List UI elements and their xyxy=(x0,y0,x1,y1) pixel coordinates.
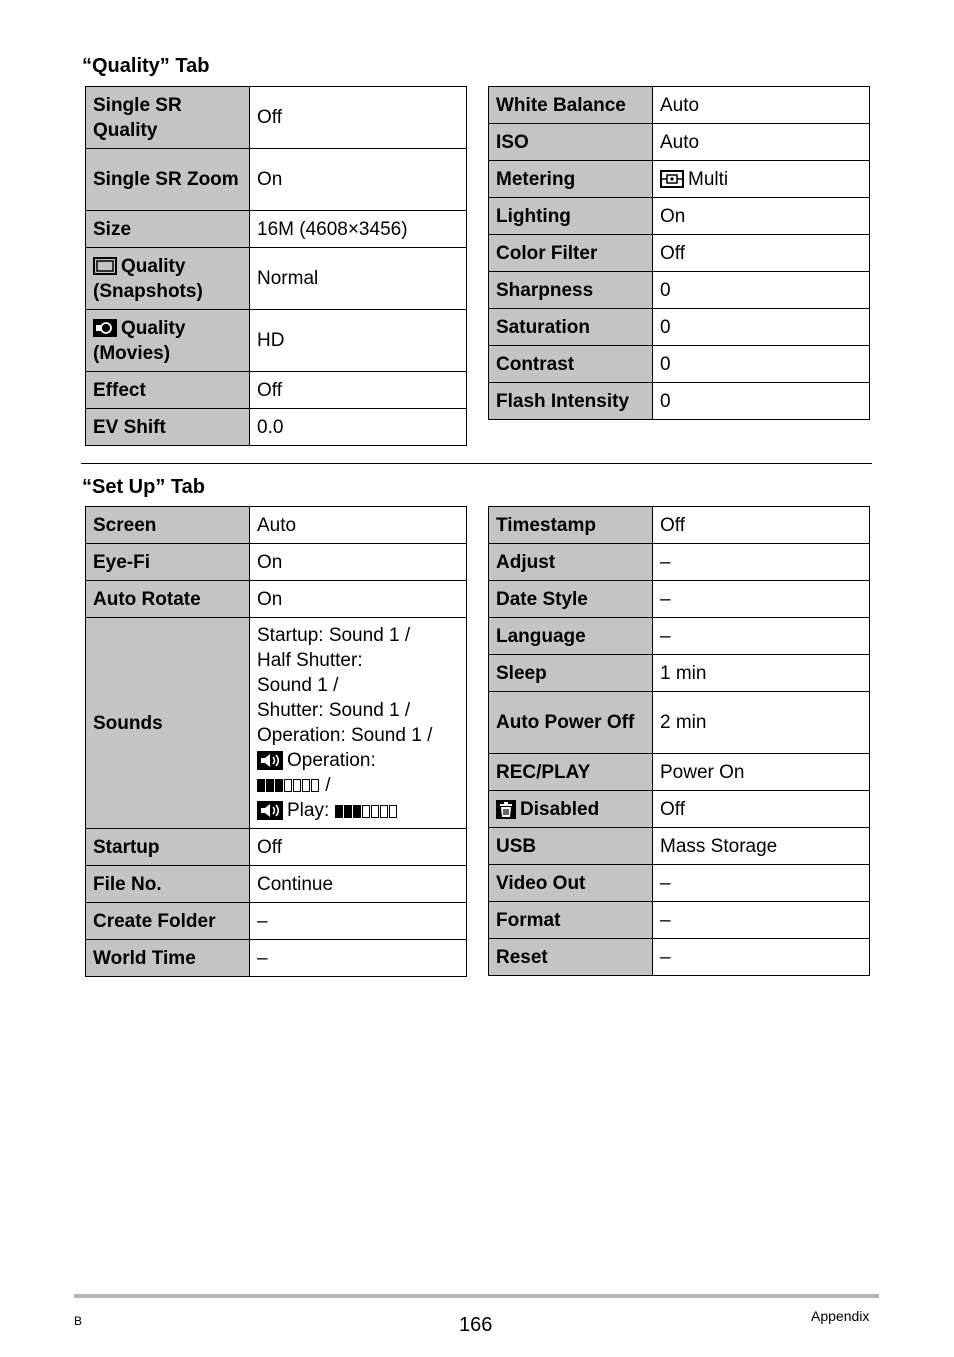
setting-value: Auto xyxy=(653,87,870,124)
setting-label: File No. xyxy=(86,866,250,903)
setting-label: Format xyxy=(489,902,653,939)
setting-label: Auto Power Off xyxy=(489,692,653,754)
setting-value: – xyxy=(653,865,870,902)
setup-tab-title: “Set Up” Tab xyxy=(82,476,205,498)
setting-label: World Time xyxy=(86,940,250,977)
setting-label: Screen xyxy=(86,507,250,544)
setting-label-with-icon xyxy=(86,310,250,372)
table-row xyxy=(489,791,870,828)
table-row xyxy=(86,149,467,211)
setting-label: Language xyxy=(489,618,653,655)
play-volume-label: Play: xyxy=(287,800,330,821)
setting-label: Flash Intensity xyxy=(489,383,653,420)
operation-volume-label: Operation: xyxy=(287,749,376,771)
setting-value: Off xyxy=(250,829,467,866)
setting-label: ISO xyxy=(489,124,653,161)
setting-value: Off xyxy=(250,372,467,409)
setting-value: On xyxy=(653,198,870,235)
speaker-icon xyxy=(257,801,283,820)
volume-segment xyxy=(275,779,283,792)
setting-value: 0 xyxy=(653,383,870,420)
setting-label: Sounds xyxy=(86,618,250,829)
snapshot-icon xyxy=(93,257,117,275)
table-row xyxy=(489,865,870,902)
table-row xyxy=(86,581,467,618)
table-row xyxy=(86,87,467,149)
setting-label: Date Style xyxy=(489,581,653,618)
setup-left-table xyxy=(85,506,467,977)
table-row xyxy=(489,198,870,235)
page-number: 166 xyxy=(459,1314,493,1336)
operation-volume-sep: / xyxy=(320,774,331,796)
setting-value: – xyxy=(250,940,467,977)
trash-icon xyxy=(496,800,516,819)
setting-label: Sharpness xyxy=(489,272,653,309)
setting-label: Effect xyxy=(86,372,250,409)
setting-label: Create Folder xyxy=(86,903,250,940)
setting-label: USB xyxy=(489,828,653,865)
movie-icon xyxy=(93,319,117,337)
setting-value: HD xyxy=(250,310,467,372)
setting-label: Single SR Quality xyxy=(86,87,250,149)
sounds-line: Shutter: Sound 1 / xyxy=(257,699,411,721)
volume-segment xyxy=(266,779,274,792)
setting-label: EV Shift xyxy=(86,409,250,446)
setting-label: Sleep xyxy=(489,655,653,692)
table-row xyxy=(86,544,467,581)
table-row xyxy=(489,161,870,198)
volume-segment xyxy=(257,779,265,792)
table-row xyxy=(86,940,467,977)
setting-value: 0 xyxy=(653,346,870,383)
setting-label: REC/PLAY xyxy=(489,754,653,791)
setting-label: Single SR Zoom xyxy=(86,149,250,211)
table-row xyxy=(86,507,467,544)
volume-segment xyxy=(362,805,370,818)
setup-right-table xyxy=(488,506,870,976)
setting-value: 16M (4608×3456) xyxy=(250,211,467,248)
play-volume-line xyxy=(257,798,459,823)
setting-label: Size xyxy=(86,211,250,248)
setting-value: – xyxy=(653,902,870,939)
setting-label: Video Out xyxy=(489,865,653,902)
sounds-line: Half Shutter: xyxy=(257,649,363,671)
table-row xyxy=(489,902,870,939)
play-volume-bar xyxy=(335,798,398,823)
table-row xyxy=(489,544,870,581)
quality-left-table xyxy=(85,86,467,446)
setting-value: Continue xyxy=(250,866,467,903)
setting-value: Off xyxy=(653,791,870,828)
table-row xyxy=(489,754,870,791)
setting-value: Off xyxy=(250,87,467,149)
table-row xyxy=(489,346,870,383)
setting-value: – xyxy=(653,618,870,655)
setting-label: Color Filter xyxy=(489,235,653,272)
setting-value: Auto xyxy=(250,507,467,544)
speaker-icon xyxy=(257,751,283,770)
setting-value: Off xyxy=(653,507,870,544)
table-row xyxy=(86,211,467,248)
volume-segment xyxy=(344,805,352,818)
table-row xyxy=(86,903,467,940)
table-row xyxy=(489,309,870,346)
setting-label: Adjust xyxy=(489,544,653,581)
setting-label: White Balance xyxy=(489,87,653,124)
footer-section: Appendix xyxy=(811,1308,870,1324)
table-row xyxy=(489,272,870,309)
setting-value-text: Multi xyxy=(688,168,729,190)
setting-value: 2 min xyxy=(653,692,870,754)
table-row xyxy=(489,655,870,692)
setting-value: Auto xyxy=(653,124,870,161)
table-row xyxy=(489,618,870,655)
table-row xyxy=(489,507,870,544)
quality-right-table xyxy=(488,86,870,420)
table-row xyxy=(86,372,467,409)
setting-value: On xyxy=(250,149,467,211)
table-row xyxy=(86,866,467,903)
setting-value: 1 min xyxy=(653,655,870,692)
setting-label-text: Disabled xyxy=(520,798,600,820)
setting-label: Timestamp xyxy=(489,507,653,544)
table-row xyxy=(86,248,467,310)
setting-label: Lighting xyxy=(489,198,653,235)
setting-value: – xyxy=(653,581,870,618)
setting-value: 0 xyxy=(653,272,870,309)
table-row xyxy=(489,235,870,272)
setting-value: 0 xyxy=(653,309,870,346)
table-row xyxy=(489,692,870,754)
setting-label: Startup xyxy=(86,829,250,866)
footer-left-mark: B xyxy=(74,1314,83,1328)
table-row xyxy=(86,310,467,372)
setting-value: – xyxy=(653,544,870,581)
setting-label: Saturation xyxy=(489,309,653,346)
setting-label-with-icon xyxy=(86,248,250,310)
table-row xyxy=(489,124,870,161)
volume-segment xyxy=(311,779,319,792)
volume-segment xyxy=(335,805,343,818)
setting-label-text: Quality (Snapshots) xyxy=(93,255,203,302)
setting-label-text: Quality (Movies) xyxy=(93,317,186,364)
setting-value: – xyxy=(250,903,467,940)
setting-value: Mass Storage xyxy=(653,828,870,865)
table-row xyxy=(489,828,870,865)
sounds-line: Startup: Sound 1 / xyxy=(257,624,411,646)
operation-volume-bar xyxy=(257,773,320,798)
setting-value: Normal xyxy=(250,248,467,310)
table-row xyxy=(489,939,870,976)
sounds-line: Operation: Sound 1 / xyxy=(257,724,433,746)
table-row xyxy=(86,829,467,866)
setting-label: Metering xyxy=(489,161,653,198)
setting-value: On xyxy=(250,544,467,581)
volume-segment xyxy=(284,779,292,792)
setting-label: Reset xyxy=(489,939,653,976)
setting-value: On xyxy=(250,581,467,618)
volume-segment xyxy=(353,805,361,818)
operation-volume-line xyxy=(257,748,459,773)
volume-segment xyxy=(380,805,388,818)
table-row xyxy=(86,409,467,446)
setting-label-with-icon xyxy=(489,791,653,828)
multi-metering-icon xyxy=(660,170,684,188)
operation-volume-bar-line xyxy=(257,773,459,798)
setting-label: Contrast xyxy=(489,346,653,383)
quality-tab-title: “Quality” Tab xyxy=(82,55,210,77)
footer-rule xyxy=(74,1294,879,1298)
setting-value: Power On xyxy=(653,754,870,791)
table-row xyxy=(489,87,870,124)
sounds-value xyxy=(250,618,467,829)
volume-segment xyxy=(389,805,397,818)
table-row xyxy=(86,618,467,829)
setting-value-with-icon xyxy=(653,161,870,198)
volume-segment xyxy=(302,779,310,792)
section-divider xyxy=(81,463,872,464)
setting-value: – xyxy=(653,939,870,976)
sounds-line: Sound 1 / xyxy=(257,674,339,696)
table-row xyxy=(489,383,870,420)
setting-value: Off xyxy=(653,235,870,272)
volume-segment xyxy=(293,779,301,792)
setting-label: Auto Rotate xyxy=(86,581,250,618)
setting-value: 0.0 xyxy=(250,409,467,446)
setting-label: Eye-Fi xyxy=(86,544,250,581)
table-row xyxy=(489,581,870,618)
volume-segment xyxy=(371,805,379,818)
